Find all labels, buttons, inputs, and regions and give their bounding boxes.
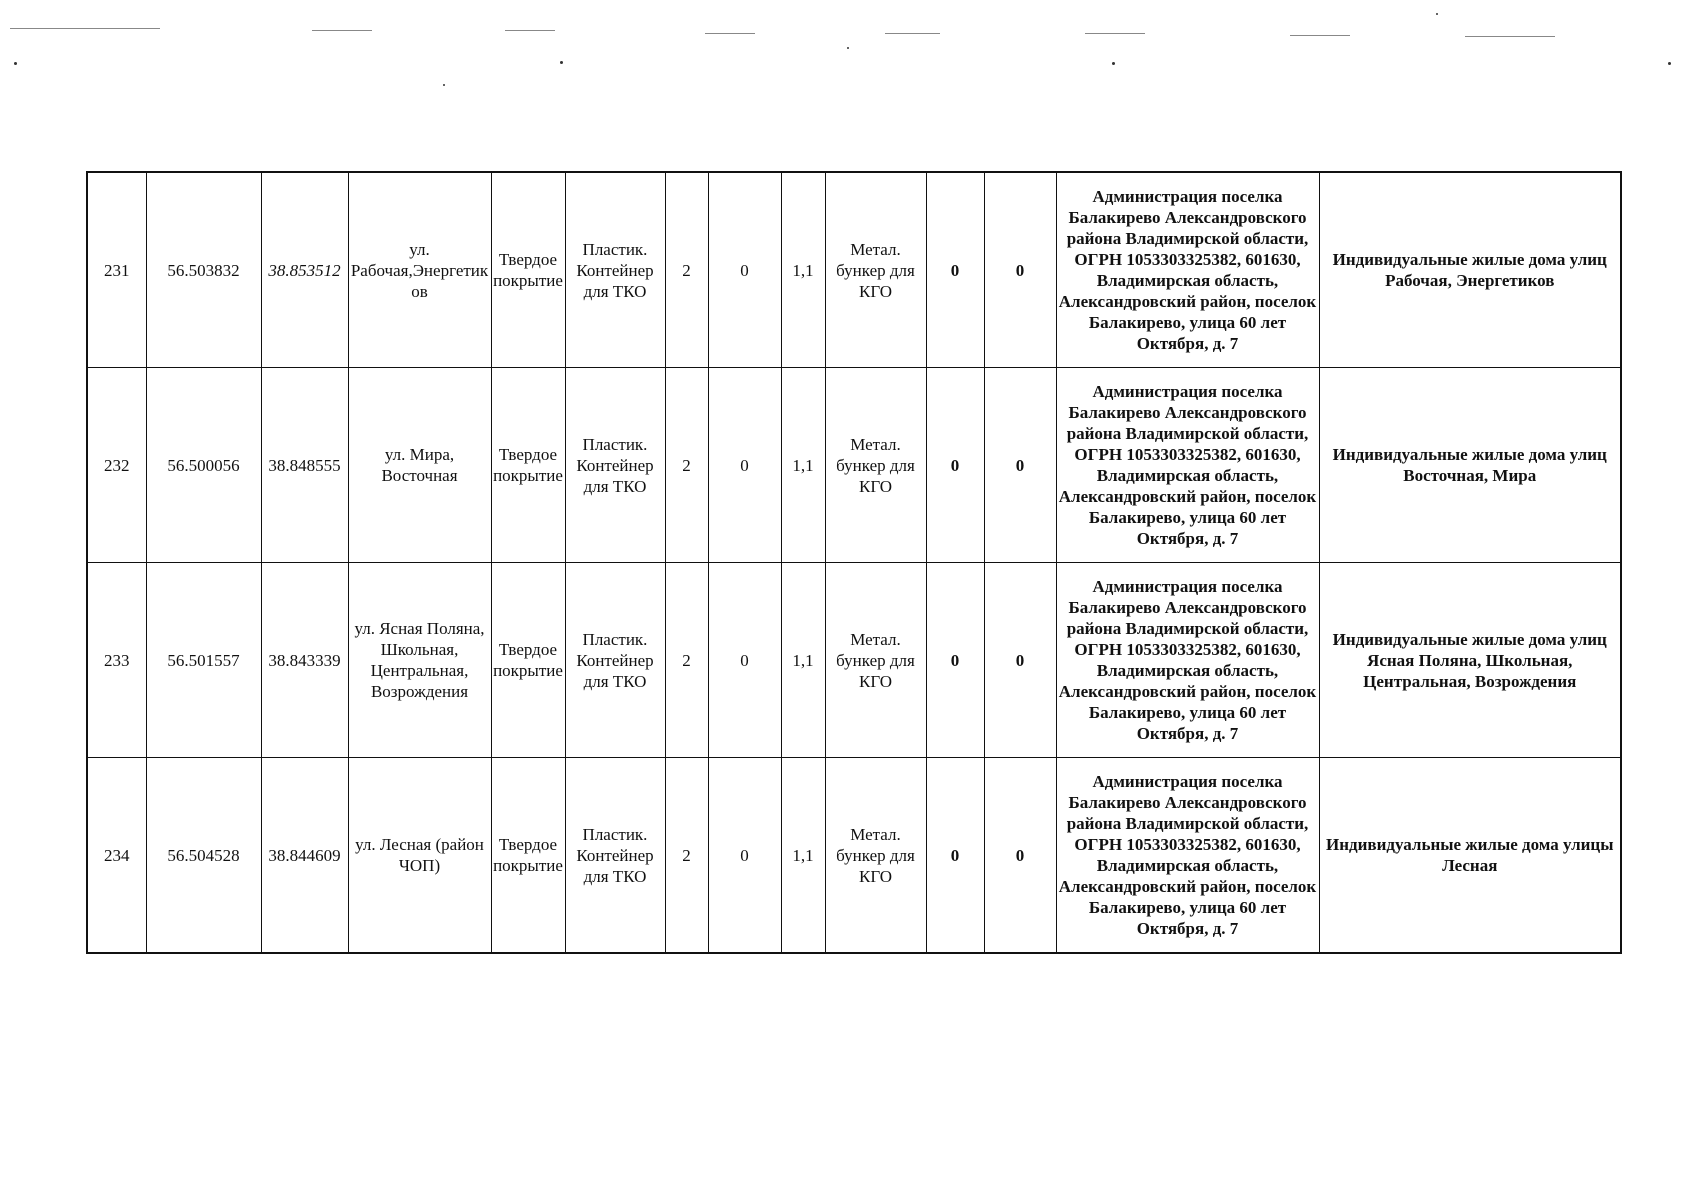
longitude-cell: 38.853512 [261, 172, 348, 368]
waste-source-cell: Индивидуальные жилые дома улиц Восточная, Мира [1319, 368, 1621, 563]
container-planned-cell: 0 [708, 368, 781, 563]
bunker-type-cell: Метал. бункер для КГО [825, 368, 926, 563]
scan-noise [1465, 36, 1555, 37]
container-type-cell: Пластик. Контейнер для ТКО [565, 368, 665, 563]
scan-noise [312, 30, 372, 31]
owner-cell: Администрация поселка Балакирево Александровского района Владимирской области, ОГРН 1053303325382, 601630, Владимирская область, Александровский район, поселок Балакирево, улица 60 лет Октября, д. 7 [1056, 563, 1319, 758]
container-count-cell: 2 [665, 758, 708, 954]
table-row [87, 758, 1621, 954]
scan-noise [1085, 33, 1145, 34]
container-volume-cell: 1,1 [781, 758, 825, 954]
scan-noise [1436, 13, 1438, 15]
bunker-count-cell: 0 [926, 368, 984, 563]
owner-cell: Администрация поселка Балакирево Александровского района Владимирской области, ОГРН 1053303325382, 601630, Владимирская область, Александровский район, поселок Балакирево, улица 60 лет Октября, д. 7 [1056, 172, 1319, 368]
longitude-cell: 38.843339 [261, 563, 348, 758]
owner-cell: Администрация поселка Балакирево Александровского района Владимирской области, ОГРН 1053303325382, 601630, Владимирская область, Александровский район, поселок Балакирево, улица 60 лет Октября, д. 7 [1056, 758, 1319, 954]
address-cell: ул. Ясная Поляна, Школьная, Центральная, Возрождения [348, 563, 491, 758]
waste-source-cell: Индивидуальные жилые дома улицы Лесная [1319, 758, 1621, 954]
waste-source-cell: Индивидуальные жилые дома улиц Ясная Поляна, Школьная, Центральная, Возрождения [1319, 563, 1621, 758]
latitude-cell: 56.504528 [146, 758, 261, 954]
longitude-cell: 38.848555 [261, 368, 348, 563]
surface-cell: Твердое покрытие [491, 758, 565, 954]
scan-noise [505, 30, 555, 31]
bunker-planned-cell: 0 [984, 368, 1056, 563]
container-type-cell: Пластик. Контейнер для ТКО [565, 563, 665, 758]
bunker-type-cell: Метал. бункер для КГО [825, 563, 926, 758]
surface-cell: Твердое покрытие [491, 172, 565, 368]
latitude-cell: 56.503832 [146, 172, 261, 368]
bunker-type-cell: Метал. бункер для КГО [825, 172, 926, 368]
bunker-type-cell: Метал. бункер для КГО [825, 758, 926, 954]
container-count-cell: 2 [665, 368, 708, 563]
scan-noise [1668, 62, 1671, 65]
table-row [87, 563, 1621, 758]
scan-noise [10, 28, 160, 29]
row-number: 232 [87, 368, 146, 563]
bunker-count-cell: 0 [926, 172, 984, 368]
bunker-count-cell: 0 [926, 758, 984, 954]
row-number: 233 [87, 563, 146, 758]
longitude-cell: 38.844609 [261, 758, 348, 954]
container-count-cell: 2 [665, 563, 708, 758]
bunker-planned-cell: 0 [984, 563, 1056, 758]
scan-noise [560, 61, 563, 64]
container-volume-cell: 1,1 [781, 563, 825, 758]
address-cell: ул. Мира, Восточная [348, 368, 491, 563]
container-type-cell: Пластик. Контейнер для ТКО [565, 758, 665, 954]
row-number: 231 [87, 172, 146, 368]
scan-noise [705, 33, 755, 34]
scan-noise [1112, 62, 1115, 65]
owner-cell: Администрация поселка Балакирево Александровского района Владимирской области, ОГРН 1053303325382, 601630, Владимирская область, Александровский район, поселок Балакирево, улица 60 лет Октября, д. 7 [1056, 368, 1319, 563]
address-cell: ул. Лесная (район ЧОП) [348, 758, 491, 954]
scan-noise [443, 84, 445, 86]
row-number: 234 [87, 758, 146, 954]
container-volume-cell: 1,1 [781, 172, 825, 368]
bunker-planned-cell: 0 [984, 172, 1056, 368]
table-row [87, 172, 1621, 368]
surface-cell: Твердое покрытие [491, 563, 565, 758]
scan-noise [885, 33, 940, 34]
scan-noise [14, 62, 17, 65]
table-body [87, 172, 1621, 953]
latitude-cell: 56.500056 [146, 368, 261, 563]
waste-sites-table [86, 171, 1622, 954]
address-cell: ул. Рабочая,Энергетиков [348, 172, 491, 368]
bunker-planned-cell: 0 [984, 758, 1056, 954]
container-planned-cell: 0 [708, 563, 781, 758]
scan-noise [1290, 35, 1350, 36]
bunker-count-cell: 0 [926, 563, 984, 758]
container-count-cell: 2 [665, 172, 708, 368]
waste-source-cell: Индивидуальные жилые дома улиц Рабочая, Энергетиков [1319, 172, 1621, 368]
container-type-cell: Пластик. Контейнер для ТКО [565, 172, 665, 368]
scan-noise [847, 47, 849, 49]
container-planned-cell: 0 [708, 172, 781, 368]
table-row [87, 368, 1621, 563]
latitude-cell: 56.501557 [146, 563, 261, 758]
container-volume-cell: 1,1 [781, 368, 825, 563]
surface-cell: Твердое покрытие [491, 368, 565, 563]
container-planned-cell: 0 [708, 758, 781, 954]
